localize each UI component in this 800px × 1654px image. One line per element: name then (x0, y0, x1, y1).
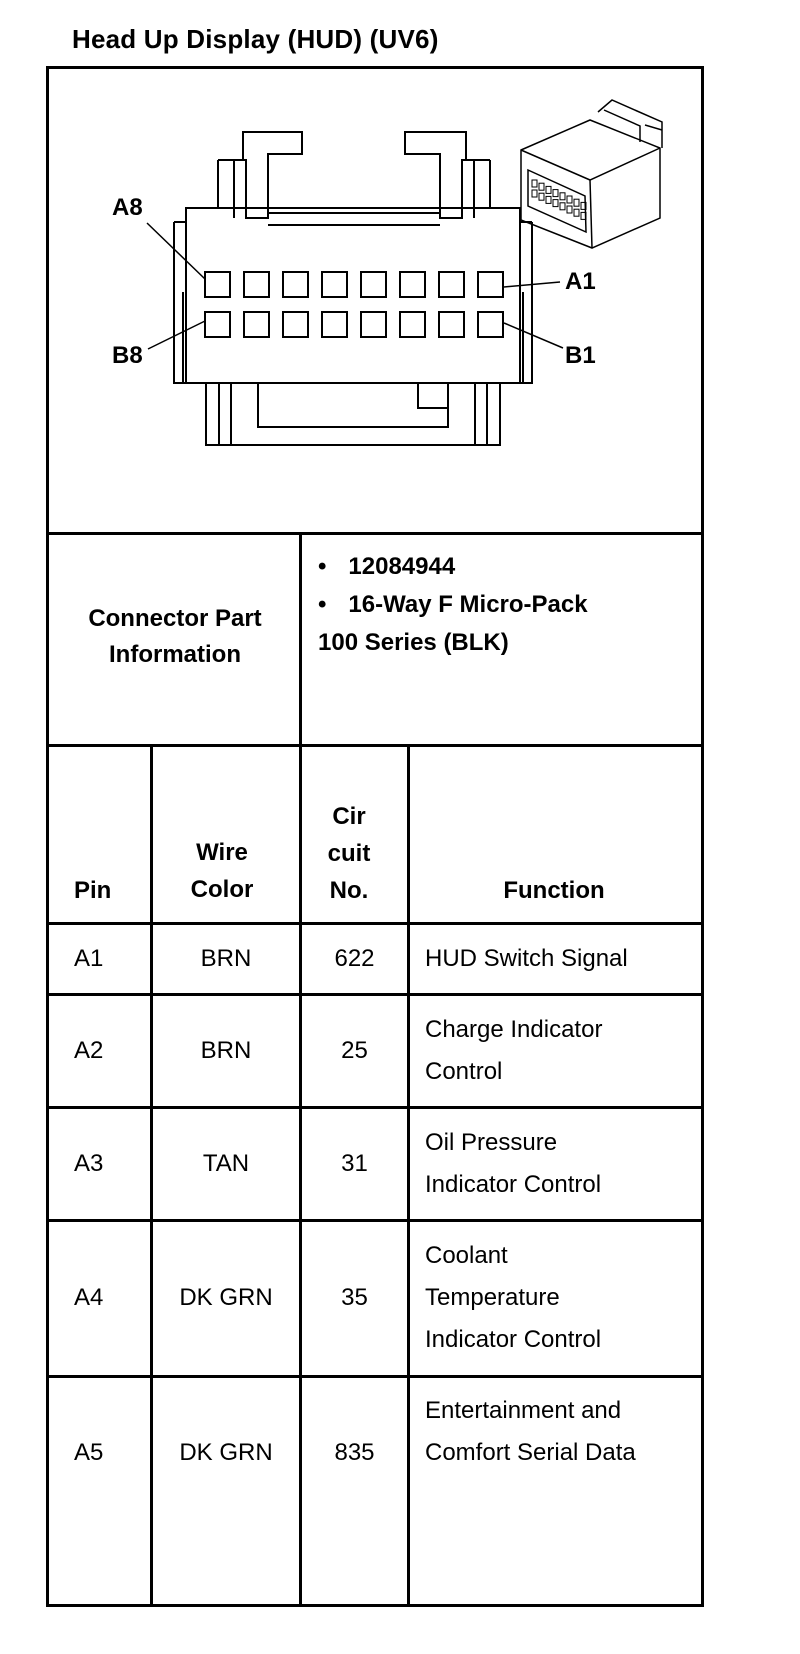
part-number: 12084944 (348, 553, 456, 580)
connector-part-number (318, 548, 588, 586)
cell-pin: A2 (74, 1037, 104, 1064)
cell-pin: A4 (74, 1284, 104, 1311)
pin-label-b1: B1 (565, 342, 596, 369)
header-circuit-no: Cir cuit No. (327, 803, 371, 904)
connector-info-label: Connector Part Information (88, 605, 262, 668)
divider (299, 532, 302, 747)
divider (46, 1106, 701, 1109)
cell-wire-color: BRN (200, 945, 252, 972)
cell-function: Coolant Temperature Indicator Control (425, 1242, 602, 1353)
cell-circuit: 31 (341, 1150, 368, 1177)
cell-wire-color: BRN (200, 1037, 252, 1064)
header-function: Function (503, 877, 605, 904)
page-title: Head Up Display (HUD) (UV6) (72, 24, 439, 54)
connector-type (318, 586, 588, 624)
cell-circuit: 835 (334, 1439, 375, 1466)
divider (46, 1219, 701, 1222)
cell-circuit: 622 (334, 945, 375, 972)
cell-function: Entertainment and Comfort Serial Data (425, 1397, 636, 1466)
pin-label-b8: B8 (112, 342, 143, 369)
cell-function: Charge Indicator Control (425, 1016, 603, 1085)
cell-wire-color: TAN (202, 1150, 250, 1177)
cell-function: HUD Switch Signal (425, 945, 628, 972)
divider (46, 744, 701, 747)
divider (46, 993, 701, 996)
bullet-icon: • (318, 591, 327, 618)
cell-circuit: 35 (341, 1284, 368, 1311)
pin-label-a8: A8 (112, 194, 143, 221)
pin-label-a1: A1 (565, 268, 596, 295)
cell-wire-color: DK GRN (179, 1439, 273, 1466)
divider (46, 1375, 701, 1378)
cell-circuit: 25 (341, 1037, 368, 1064)
cell-pin: A1 (74, 945, 104, 972)
cell-pin: A5 (74, 1439, 104, 1466)
cell-pin: A3 (74, 1150, 104, 1177)
cell-function: Oil Pressure Indicator Control (425, 1129, 602, 1198)
divider (46, 922, 701, 925)
divider (46, 532, 701, 535)
connector-series: 100 Series (BLK) (318, 629, 509, 656)
bullet-icon: • (318, 553, 327, 580)
connector-info-values (318, 548, 588, 662)
header-pin: Pin (74, 877, 112, 904)
header-wire-color: Wire Color (190, 839, 254, 903)
connector-type-text: 16-Way F Micro-Pack (348, 591, 588, 618)
cell-wire-color: DK GRN (179, 1284, 273, 1311)
